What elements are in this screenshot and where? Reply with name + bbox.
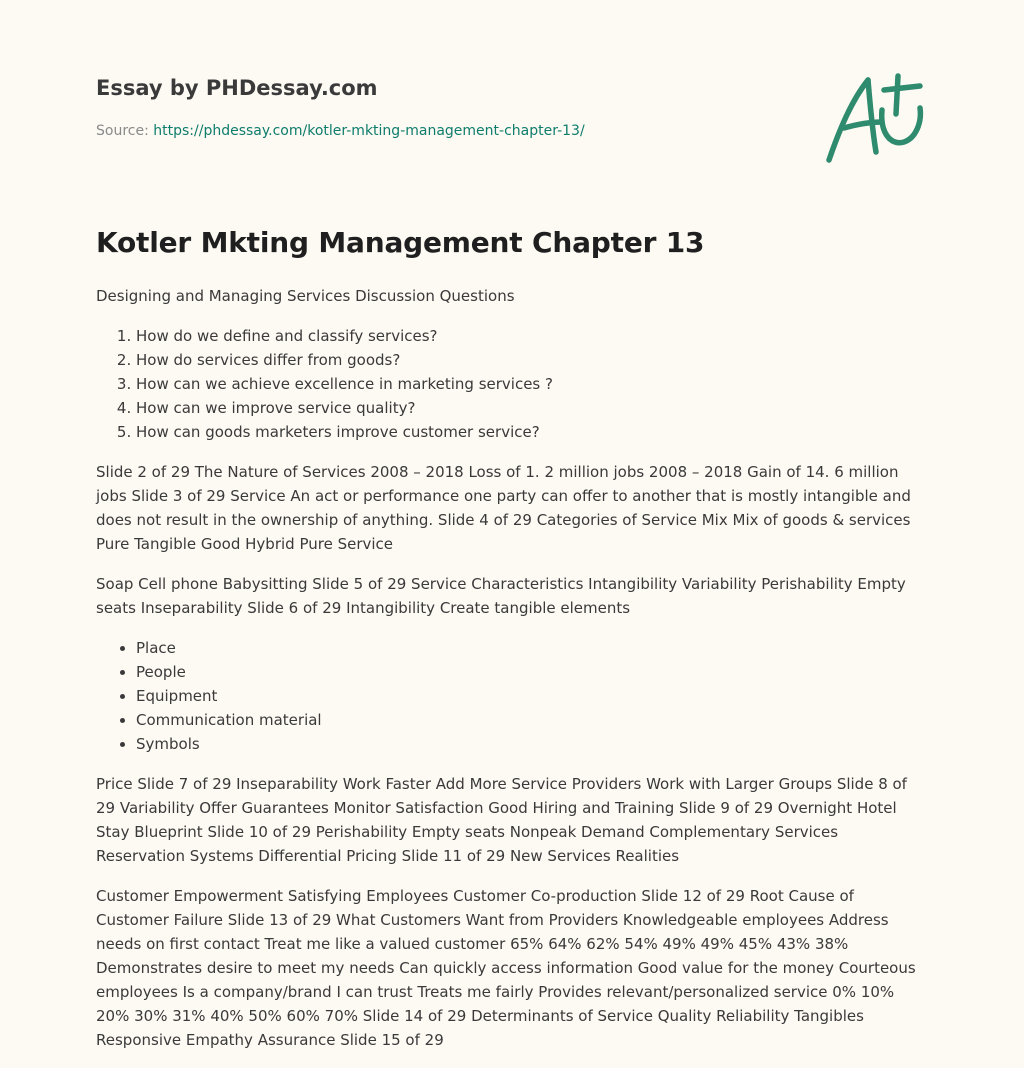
a-letter-right-stroke [868, 80, 876, 152]
essay-paragraph: Customer Empowerment Satisfying Employees Customer Co-production Slide 12 of 29 Root Cause of Customer Failure Slide 13 of 29 What Customers Want from Providers Knowledgeable employees Address needs on first contact Treat me like a valued customer 65% 64% 62% 54% 49% 49% 45% 43% 38% Demonstrates desire to meet my needs Can quickly access information Good value for the money Courteous employees Is a company/brand I can trust Treats me fairly Provides relevant/personalized service 0% 10% 20% 30% 31% 40% 50% 60% 70% Slide 14 of 29 Determinants of Service Quality Reliability Tangibles Responsive Empathy Assurance Slide 15 of 29 [96, 887, 916, 1049]
question-item: 3. How can we achieve excellence in marketing services ? [136, 372, 928, 396]
bullet-list [96, 636, 928, 756]
plus-horizontal-stroke [884, 86, 920, 90]
essay-paragraph: Price Slide 7 of 29 Inseparability Work Faster Add More Service Providers Work with Larger Groups Slide 8 of 29 Variability Offer Guarantees Monitor Satisfaction Good Hiring and Training Slide 9 of 29 Overnight Hotel Stay Blueprint Slide 10 of 29 Perishability Empty seats Nonpeak Demand Complementary Services Reservation Systems Differential Pricing Slide 11 of 29 New Services Realities [96, 775, 907, 865]
source-link[interactable]: https://phdessay.com/kotler-mkting-management-chapter-13/ [153, 123, 585, 139]
question-list [96, 324, 928, 444]
bullet-item: • Equipment [136, 684, 928, 708]
essay-body [96, 284, 928, 1068]
a-letter-crossbar [844, 122, 882, 128]
plus-vertical-stroke [896, 76, 898, 114]
essay-title: Kotler Mkting Management Chapter 13 [96, 226, 705, 259]
swoosh-stroke [882, 108, 921, 143]
a-plus-logo-icon [824, 70, 928, 166]
bullet-item: • Symbols [136, 732, 928, 756]
bullet-item: • Place [136, 636, 928, 660]
question-item: 5. How can goods marketers improve customer service? [136, 420, 928, 444]
question-item: 2. How do services differ from goods? [136, 348, 928, 372]
source-line [96, 123, 585, 139]
bullet-item: • Communication material [136, 708, 928, 732]
essay-intro: Designing and Managing Services Discussion Questions [96, 287, 515, 305]
site-brand: Essay by PHDessay.com [96, 76, 378, 100]
question-item: 4. How can we improve service quality? [136, 396, 928, 420]
source-label: Source: [96, 123, 154, 139]
essay-paragraph: Slide 2 of 29 The Nature of Services 2008 – 2018 Loss of 1. 2 million jobs 2008 – 2018 Gain of 14. 6 million jobs Slide 3 of 29 Service An act or performance one party can offer to another that is mostly intangible and does not result in the ownership of anything. Slide 4 of 29 Categories of Service Mix Mix of goods & services Pure Tangible Good Hybrid Pure Service [96, 463, 911, 553]
a-letter-left-stroke [829, 80, 868, 160]
essay-paragraph: Soap Cell phone Babysitting Slide 5 of 29 Service Characteristics Intangibility Variability Perishability Empty seats Inseparability Slide 6 of 29 Intangibility Create tangible elements [96, 575, 906, 617]
question-item: 1. How do we define and classify services? [136, 324, 928, 348]
bullet-item: • People [136, 660, 928, 684]
